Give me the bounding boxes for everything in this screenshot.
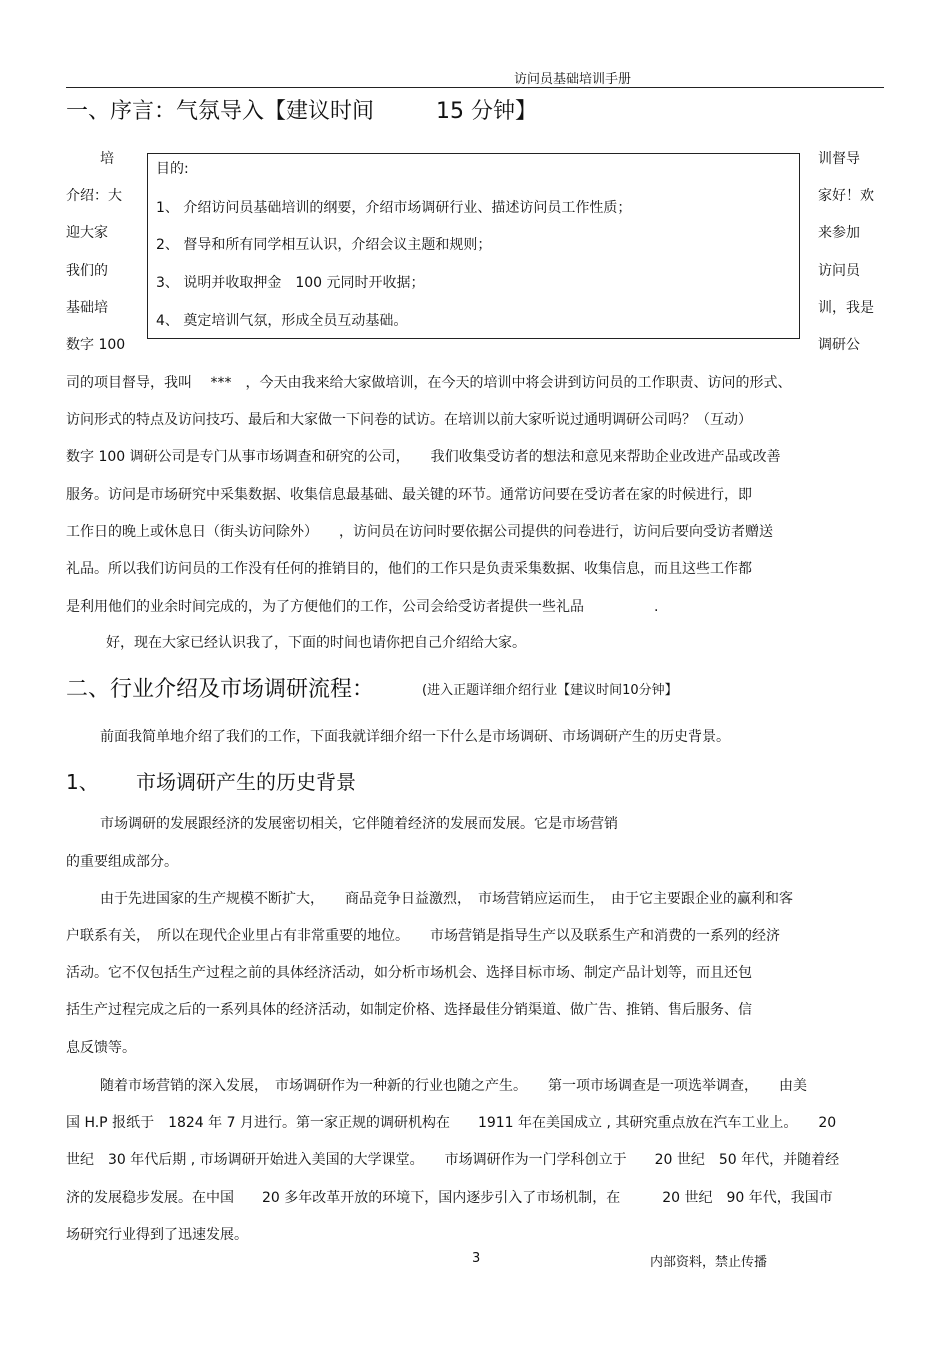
section2-intro: 前面我简单地介绍了我们的工作，下面我就详细介绍一下什么是市场调研、市场调研产生的历史背景。 [100, 729, 730, 745]
section1-heading: 一、序言：气氛导入【建议时间 [66, 99, 375, 124]
goal-item: 1、 介绍访问员基础培训的纲要，介绍市场调研行业、描述访问员工作性质； [156, 200, 632, 216]
intro-paragraph-line: 是利用他们的业余时间完成的，为了方便他们的工作，公司会给受访者提供一些礼品 . [66, 599, 659, 615]
intro-paragraph-line: 数字 100 调研公司是专门从事市场调查和研究的公司， 我们收集受访者的想法和意见来帮助企业改进产品或改善 [66, 449, 781, 465]
section2-subheading: (进入正题详细介绍行业【建议时间10分钟】 [422, 683, 678, 698]
goal-item: 2、 督导和所有同学相互认识，介绍会议主题和规则； [156, 237, 492, 253]
goal-item: 3、 说明并收取押金 100 元同时开收据； [156, 275, 425, 291]
section2-heading: 二、行业介绍及市场调研流程： [66, 677, 375, 702]
marketing-paragraph-line: 户联系有关， 所以在现代企业里占有非常重要的地位。 市场营销是指导生产以及联系生产和消费的一系列的经济 [66, 928, 780, 944]
marketing-paragraph-line: 由于先进国家的生产规模不断扩大， 商品竞争日益激烈， 市场营销应运而生， 由于它主要跟企业的赢利和客 [100, 891, 793, 907]
intro-paragraph-line: 访问形式的特点及访问技巧、最后和大家做一下问卷的试访。在培训以前大家听说过通明调研公司吗？（互动） [66, 412, 752, 428]
page-number: 3 [472, 1251, 481, 1266]
right-wrap-line: 训，我是 [818, 300, 874, 316]
research-paragraph-line: 随着市场营销的深入发展， 市场调研作为一种新的行业也随之产生。 第一项市场调查是一项选举调查， 由美 [100, 1078, 807, 1094]
right-wrap-line: 访问员 [818, 263, 860, 279]
intro-paragraph-line: 礼品。所以我们访问员的工作没有任何的推销目的，他们的工作只是负责采集数据、收集信息，而且这些工作都 [66, 561, 752, 577]
goal-box-title: 目的: [156, 161, 189, 177]
intro-closing: 好，现在大家已经认识我了，下面的时间也请你把自己介绍给大家。 [106, 635, 526, 651]
marketing-paragraph-line: 息反馈等。 [66, 1040, 136, 1056]
subsection1-title: 市场调研产生的历史背景 [136, 770, 356, 794]
subsection1-number: 1、 [66, 770, 99, 794]
right-wrap-line: 训督导 [818, 151, 860, 167]
research-paragraph-line: 世纪 30 年代后期 , 市场调研开始进入美国的大学课堂。 市场调研作为一门学科创立于 20 世纪 50 年代，并随着经 [66, 1152, 840, 1168]
research-paragraph-line: 国 H.P 报纸于 1824 年 7 月进行。第一家正规的调研机构在 1911 年在美国成立 , 其研究重点放在汽车工业上。 20 [66, 1115, 837, 1131]
left-wrap-line: 培 [100, 151, 114, 167]
left-wrap-line: 我们的 [66, 263, 108, 279]
research-paragraph-line: 场研究行业得到了迅速发展。 [66, 1227, 248, 1243]
header-divider [66, 87, 884, 88]
intro-paragraph-line: 工作日的晚上或休息日（街头访问除外） ，访问员在访问时要依据公司提供的问卷进行，访问后要向受访者赠送 [66, 524, 773, 540]
left-wrap-line: 数字 100 [66, 337, 126, 353]
history-paragraph-line: 市场调研的发展跟经济的发展密切相关，它伴随着经济的发展而发展。它是市场营销 [100, 816, 618, 832]
intro-paragraph-line: 司的项目督导，我叫 *** ，今天由我来给大家做培训，在今天的培训中将会讲到访问员的工作职责、访问的形式、 [66, 375, 792, 391]
marketing-paragraph-line: 活动。它不仅包括生产过程之前的具体经济活动，如分析市场机会、选择目标市场、制定产品计划等，而且还包 [66, 965, 752, 981]
left-wrap-line: 迎大家 [66, 225, 108, 241]
running-header: 访问员基础培训手册 [513, 72, 631, 87]
footer-note: 内部资料，禁止传播 [650, 1255, 768, 1270]
right-wrap-line: 来参加 [818, 225, 860, 241]
marketing-paragraph-line: 括生产过程完成之后的一系列具体的经济活动，如制定价格、选择最佳分销渠道、做广告、推销、售后服务、信 [66, 1002, 752, 1018]
goal-item: 4、 奠定培训气氛，形成全员互动基础。 [156, 313, 408, 329]
right-wrap-line: 家好！欢 [818, 188, 874, 204]
right-wrap-line: 调研公 [818, 337, 860, 353]
left-wrap-line: 介绍：大 [66, 188, 122, 204]
intro-paragraph-line: 服务。访问是市场研究中采集数据、收集信息最基础、最关键的环节。通常访问要在受访者在家的时候进行，即 [66, 487, 752, 503]
history-paragraph-line: 的重要组成部分。 [66, 854, 178, 870]
left-wrap-line: 基础培 [66, 300, 108, 316]
research-paragraph-line: 济的发展稳步发展。在中国 20 多年改革开放的环境下，国内逐步引入了市场机制，在 20 世纪 90 年代，我国市 [66, 1190, 833, 1206]
section1-heading-time: 15 分钟】 [436, 99, 537, 124]
